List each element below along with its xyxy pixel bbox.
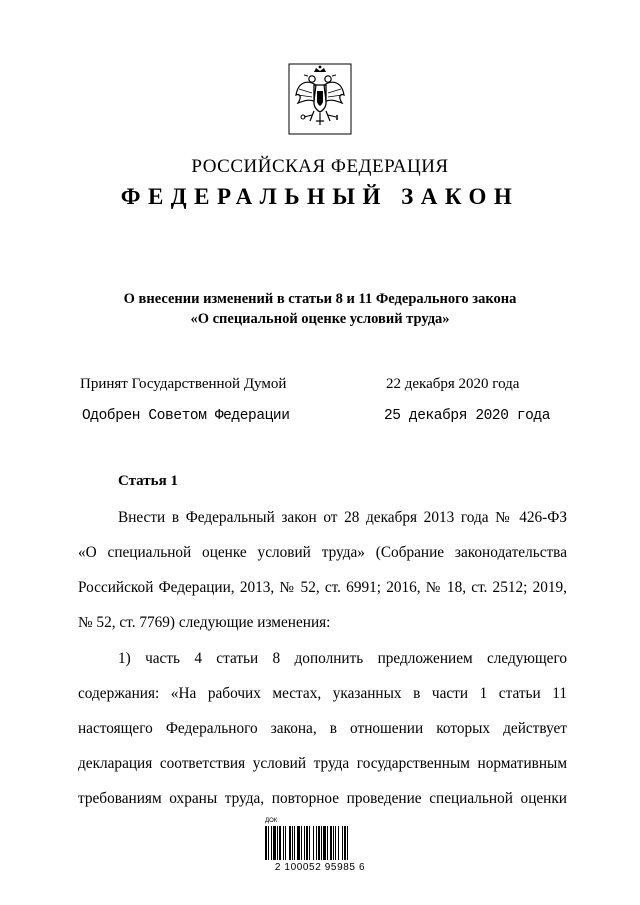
barcode-bar xyxy=(289,826,291,860)
duma-adoption-label: Принят Государственной Думой xyxy=(80,376,287,392)
council-approval-date: 25 декабря 2020 года xyxy=(384,408,551,424)
barcode-bar xyxy=(285,826,286,860)
barcode-bar xyxy=(292,826,293,860)
coat-of-arms-icon xyxy=(288,63,352,135)
barcode-bar xyxy=(265,826,267,860)
barcode-bar xyxy=(323,826,326,860)
article-paragraph-1 xyxy=(78,500,567,640)
barcode-bar xyxy=(338,826,339,860)
barcode-bar xyxy=(304,826,305,860)
text-line: настоящего Федерального закона, в отношении которых действует xyxy=(78,720,567,737)
barcode-bar xyxy=(268,826,269,860)
barcode-bar xyxy=(297,826,300,860)
law-title xyxy=(0,289,640,329)
barcode-bar xyxy=(321,826,322,860)
barcode-bar xyxy=(313,826,314,860)
barcode-bar xyxy=(344,826,346,860)
barcode-bar xyxy=(327,826,328,860)
barcode-bar xyxy=(301,826,302,860)
barcode-bar xyxy=(309,826,310,860)
barcode-bars xyxy=(265,826,375,860)
barcode-bar xyxy=(347,826,348,860)
text-line: содержания: «На рабочих местах, указанных в части 1 статьи 11 xyxy=(78,685,567,702)
barcode-bar xyxy=(335,826,336,860)
council-approval-label: Одобрен Советом Федерации xyxy=(82,408,290,424)
text-line: требованиям охраны труда, повторное проведение специальной оценки xyxy=(78,790,567,807)
article-heading: Статья 1 xyxy=(118,473,178,489)
barcode-bar xyxy=(271,826,272,860)
barcode-bar xyxy=(316,826,317,860)
barcode-bar xyxy=(279,826,281,860)
barcode-bar xyxy=(318,826,320,860)
law-title-line-1: О внесении изменений в статьи 8 и 11 Федерального закона xyxy=(123,291,517,307)
barcode-number: 2 100052 95985 6 xyxy=(274,862,366,873)
country-name: РОССИЙСКАЯ ФЕДЕРАЦИЯ xyxy=(191,156,449,177)
law-type-heading: ФЕДЕРАЛЬНЫЙ ЗАКОН xyxy=(120,184,520,209)
duma-adoption-date: 22 декабря 2020 года xyxy=(386,376,520,392)
barcode-caption: ДОК xyxy=(265,818,278,824)
barcode-bar xyxy=(333,826,334,860)
barcode xyxy=(255,818,385,878)
barcode-bar xyxy=(273,826,276,860)
law-title-line-2: «О специальной оценке условий труда» xyxy=(190,311,450,327)
barcode-bar xyxy=(283,826,284,860)
text-line: «О специальной оценке условий труда» (Собрание законодательства xyxy=(78,544,567,561)
barcode-bar xyxy=(294,826,295,860)
barcode-bar xyxy=(306,826,308,860)
text-line: Российской Федерации, 2013, № 52, ст. 6991; 2016, № 18, ст. 2512; 2019, xyxy=(78,579,567,596)
barcode-bar xyxy=(277,826,278,860)
barcode-bar xyxy=(342,826,343,860)
barcode-bar xyxy=(330,826,332,860)
article-paragraph-2 xyxy=(78,641,567,816)
text-line: декларация соответствия условий труда государственным нормативным xyxy=(78,755,567,772)
text-line: Внести в Федеральный закон от 28 декабря 2013 года № 426-ФЗ xyxy=(118,509,567,526)
text-line: 1) часть 4 статьи 8 дополнить предложением следующего xyxy=(118,650,567,667)
text-line: № 52, ст. 7769) следующие изменения: xyxy=(78,614,331,631)
